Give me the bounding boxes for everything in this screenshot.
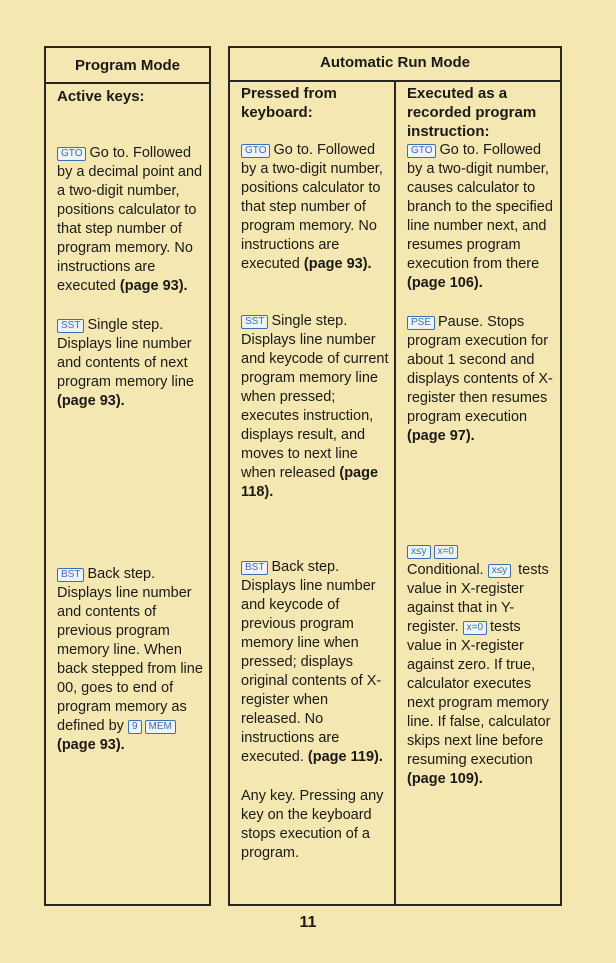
rec-gto-entry (407, 141, 553, 293)
kb-gto-text: Go to. Followed by a two-digit number, positions calculator to that step number of program memory. No instructions are executed (241, 142, 383, 272)
pm-bst-text: Back step. Displays line number and contents of previous program memory line. When back stepped from line 00, goes to end of program memory as defined by (57, 566, 203, 734)
rec-pse-text: Pause. Stops program execution for about 1 second and displays contents of X-register then resumes program execution (407, 314, 553, 425)
sst-key-icon: SST (57, 319, 84, 333)
program-mode-column (57, 87, 207, 755)
rec-pse-ref: (page 97). (407, 428, 475, 444)
recorded-column (407, 84, 553, 789)
recorded-instruction-heading: Executed as a recorded program instruction: (407, 85, 537, 140)
program-mode-header-rule (44, 82, 211, 84)
pressed-from-keyboard-heading: Pressed from keyboard: (241, 85, 337, 121)
gto-key-icon: GTO (57, 147, 86, 161)
pm-sst-ref: (page 93). (57, 393, 125, 409)
x-eq-0-key-icon: x=0 (463, 621, 487, 635)
gto-key-icon: GTO (407, 144, 436, 158)
active-keys-heading: Active keys: (57, 88, 145, 105)
rec-cond-text2: tests value in X-register against that in Y-register. (407, 562, 549, 635)
rec-cond-entry (407, 542, 553, 789)
rec-cond-text3: tests value in X-register against zero. If true, calculator executes next program memory line. If false, calculator skips next line before resuming execution (407, 619, 551, 768)
rec-gto-text: Go to. Followed by a two-digit number, causes calculator to branch to the specified line number next, and resumes program execution from there (407, 142, 553, 272)
x-le-y-key-icon: x≤y (407, 545, 431, 559)
page-number: 11 (299, 914, 317, 931)
auto-run-column-divider (394, 80, 396, 906)
program-mode-header: Program Mode (74, 57, 180, 74)
kb-sst-text: Single step. Displays line number and keycode of current program memory line when pressed; executes instruction, displays result, and moves to next line when released (241, 313, 389, 481)
rec-cond-text1: Conditional. (407, 562, 484, 578)
mem-key-icon: MEM (145, 720, 176, 734)
kb-bst-ref: (page 119). (307, 749, 383, 765)
kb-bst-text: Back step. Displays line number and keycode of previous program memory line when pressed; displays original contents of X-register when released. No instructions are executed. (241, 559, 382, 765)
rec-cond-ref: (page 109). (407, 771, 483, 787)
sst-key-icon: SST (241, 315, 268, 329)
kb-sst-ref: (page 118). (241, 465, 379, 500)
bst-key-icon: BST (241, 561, 268, 575)
keyboard-column (241, 84, 389, 863)
rec-pse-entry (407, 313, 553, 446)
pm-gto-text: Go to. Followed by a decimal point and a two-digit number, positions calculator to that step number of program memory. No instructions are executed (57, 145, 203, 294)
pm-sst-entry (57, 316, 207, 411)
gto-key-icon: GTO (241, 144, 270, 158)
x-le-y-key-icon: x≤y (488, 564, 512, 578)
x-eq-0-key-icon: x=0 (434, 545, 458, 559)
nine-key-icon: 9 (128, 720, 142, 734)
auto-run-mode-header: Automatic Run Mode (320, 54, 470, 71)
pm-sst-text: Single step. Displays line number and contents of next program memory line (57, 317, 194, 390)
bst-key-icon: BST (57, 568, 84, 582)
rec-gto-ref: (page 106). (407, 275, 483, 291)
kb-sst-entry (241, 312, 389, 502)
kb-gto-entry (241, 141, 389, 274)
pm-bst-entry (57, 565, 207, 755)
pm-bst-ref: (page 93). (57, 737, 125, 753)
kb-bst-entry (241, 558, 389, 767)
kb-gto-ref: (page 93). (303, 256, 372, 272)
pm-gto-entry (57, 144, 207, 296)
pse-key-icon: PSE (407, 316, 435, 330)
kb-anykey-entry: Any key. Pressing any key on the keyboard stops execution of a program. (241, 788, 384, 861)
pm-gto-ref: (page 93). (119, 278, 188, 294)
